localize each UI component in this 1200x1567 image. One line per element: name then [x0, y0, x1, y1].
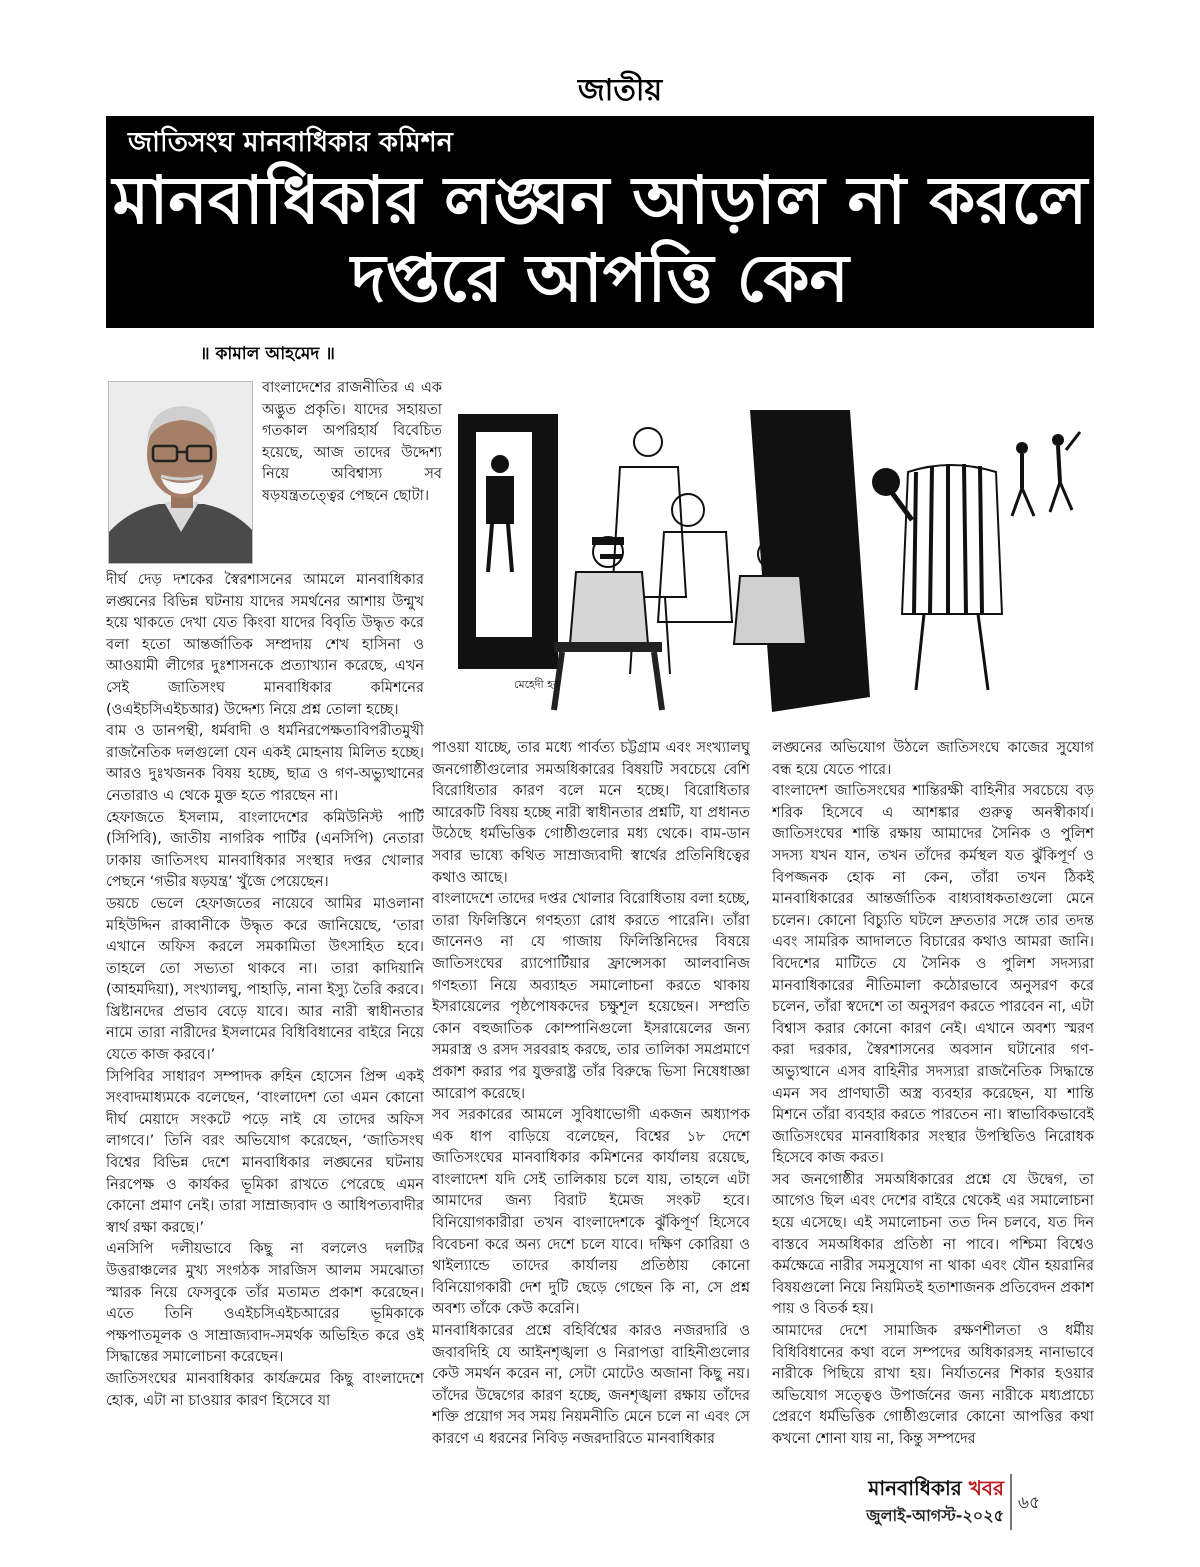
- column-paragraph: মানবাধিকারের প্রশ্নে বহির্বিশ্বের কারও নজরদারি ও জবাবদিহি যে আইনশৃঙ্খলা ও নিরাপত্তা বাহিনীগুলোর কেউ সমর্থন করেন না, সেটা মোটেও অজানা কিছু নয়। তাঁদের উদ্বেগের কারণ হচ্ছে, জনশৃঙ্খলা রক্ষায় তাঁদের শক্তি প্রয়োগ সব সময় নিয়মনীতি মেনে চলে না এবং সে কারণে এ ধরনের নিবিড় নজরদারিতে মানবাধিকার: [432, 1323, 750, 1447]
- page-number: ৬৫: [1018, 1493, 1041, 1513]
- column-paragraph: সিপিবির সাধারণ সম্পাদক রুহিন হোসেন প্রিন্স একই সংবাদমাধ্যমকে বলেছেন, ‘বাংলাদেশ তো এমন কোনো দীর্ঘ মেয়াদে সংকটে পড়ে নাই যে তাদের অফিস লাগবে।’ তিনি বরং অভিযোগ করেছেন, ‘জাতিসংঘ বিশ্বের বিভিন্ন দেশে মানবাধিকার লঙ্ঘনের ঘটনায় নিরপেক্ষ ও কার্যকর ভূমিকা রাখতে পেরেছে এমন কোনো প্রমাণ নেই। তারা সাম্রাজ্যবাদ ও আধিপত্যবাদীর স্বার্থ রক্ষা করছে।’: [106, 1068, 424, 1236]
- footer-divider: [1010, 1474, 1012, 1530]
- cartoon-signature: মেহেদী হক: [514, 678, 561, 691]
- byline: ॥ কামাল আহমেদ ॥: [200, 344, 335, 364]
- column-paragraph: সব সরকারের আমলে সুবিধাভোগী একজন অধ্যাপক এক ধাপ বাড়িয়ে বলেছেন, বিশ্বের ১৮ দেশে জাতিসংঘের মানবাধিকার কমিশনের কার্যালয় রয়েছে, বাংলাদেশ যদি সেই তালিকায় চলে যায়, তাহলে এটা আমাদের জন্য বিরাট ইমেজ সংকট হবে। বিনিয়োগকারীরা তখন বাংলাদেশকে ঝুঁকিপূর্ণ হিসেবে বিবেচনা করে অন্য দেশে চলে যাবে। দক্ষিণ কোরিয়া ও থাইল্যান্ডে তাদের কার্যালয় প্রতিষ্ঠায় কোনো বিনিয়োগকারী দেশ দুটি ছেড়ে গেছেন কি না, সে প্রশ্ন অবশ্য তাঁকে কেউ করেনি।: [432, 1107, 750, 1318]
- column-paragraph: পাওয়া যাচ্ছে, তার মধ্যে পার্বত্য চট্টগ্রাম এবং সংখ্যালঘু জনগোষ্ঠীগুলোর সমঅধিকারের বিষয়টি সবচেয়ে বেশি বিরোধিতার কারণ বলে মনে হচ্ছে। বিরোধিতার আরেকটি বিষয় হচ্ছে নারী স্বাধীনতার প্রশ্নটি, যা প্রধানত উঠেছে ধর্মভিত্তিক গোষ্ঠীগুলোর মধ্য থেকে। বাম-ডান সবার ভাষ্যে কথিত সাম্রাজ্যবাদী স্বার্থের প্রতিনিধিত্বের কথাও আছে।: [432, 740, 750, 886]
- headline-box: [106, 116, 1094, 328]
- author-portrait-icon: [109, 382, 253, 564]
- article-column-2: [432, 738, 750, 1498]
- footer-brand-main: মানবাধিকার: [868, 1476, 962, 1500]
- column-paragraph: ডয়চে ভেলে হেফাজতের নায়েবে আমির মাওলানা মহিউদ্দিন রাব্বানীকে উদ্ধৃত করে জানিয়েছে, ‘তারা এখানে অফিস করলে সমকামিতা উৎসাহিত হবে। তাহলে তো সভ্যতা থাকবে না। তারা কাদিয়ানি (আহমদিয়া), সংখ্যালঘু, পাহাড়ি, নানা ইস্যু তৈরি করবে। খ্রিষ্টানদের প্রভাব বেড়ে যাবে। আর নারী স্বাধীনতার নামে তারা নারীদের ইসলামের বিধিবিধানের বাইরে নিয়ে যেতে কাজ করবে।’: [106, 895, 424, 1064]
- column-paragraph: লঙ্ঘনের অভিযোগ উঠলে জাতিসংঘে কাজের সুযোগ বন্ধ হয়ে যেতে পারে।: [772, 740, 1094, 778]
- column-paragraph: জাতিসংঘের মানবাধিকার কার্যক্রমের কিছু বাংলাদেশে হোক, এটা না চাওয়ার কারণ হিসেবে যা: [106, 1370, 424, 1409]
- cartoon-illustration-icon: [450, 392, 1092, 724]
- footer-brand-accent: খবর: [968, 1476, 1004, 1500]
- column-paragraph: বাংলাদেশে তাদের দপ্তর খোলার বিরোধিতায় বলা হচ্ছে, তারা ফিলিস্তিনে গণহত্যা রোধ করতে পারেনি। তাঁরা জানেনও না যে গাজায় ফিলিস্তিনিদের বিষয়ে জাতিসংঘের র‍্যাপোর্টিয়ার ফ্রান্সেসকা আলবানিজ গণহত্যা নিয়ে অব্যাহত সমালোচনা করতে থাকায় ইসরায়েলের পৃষ্ঠপোষকদের চক্ষুশূল হয়েছেন। সম্প্রতি কোন বহুজাতিক কোম্পানিগুলো ইসরায়েলের জন্য সমরাস্ত্র ও রসদ সরবরাহ করছে, তার তালিকা সমপ্রমাণে প্রকাশ করার পর যুক্তরাষ্ট্র তাঁর বিরুদ্ধে ভিসা নিষেধাজ্ঞা আরোপ করেছে।: [432, 891, 750, 1102]
- section-label: জাতীয়: [577, 73, 663, 108]
- column-paragraph: হেফাজতে ইসলাম, বাংলাদেশের কমিউনিস্ট পার্টি (সিপিবি), জাতীয় নাগরিক পার্টির (এনসিপি) নেতারা ঢাকায় জাতিসংঘ মানবাধিকার সংস্থার দপ্তর খোলার পেছনে ‘গভীর ষড়যন্ত্র’ খুঁজে পেয়েছেন।: [106, 809, 424, 891]
- column-paragraph: আমাদের দেশে সামাজিক রক্ষণশীলতা ও ধর্মীয় বিধিবিধানের কথা বলে সম্পদের অধিকারসহ নানাভাবে নারীকে পিছিয়ে রাখা হয়। নির্যাতনের শিকার হওয়ার অভিযোগ সত্ত্বেও উপার্জনের জন্য নারীকে মধ্যপ্রাচ্যে প্রেরণে ধর্মভিত্তিক গোষ্ঠীগুলোর কোনো আপত্তির কথা কখনো শোনা যায় না, কিন্তু সম্পদের: [772, 1323, 1094, 1447]
- author-photo: [108, 381, 253, 564]
- column-paragraph: বাম ও ডানপন্থী, ধর্মবাদী ও ধর্মনিরপেক্ষতাবিপরীতমুখী রাজনৈতিক দলগুলো যেন একই মোহনায় মিলিত হচ্ছে। আরও দুঃখজনক বিষয় হচ্ছে, ছাত্র ও গণ-অভ্যুত্থানের নেতারাও এ থেকে মুক্ত হতে পারছেন না।: [106, 723, 424, 804]
- headline: মানবাধিকার লঙ্ঘন আড়াল না করলে দপ্তরে আপত্তি কেন: [112, 162, 1088, 317]
- column-paragraph: দীর্ঘ দেড় দশকের স্বৈরশাসনের আমলে মানবাধিকার লঙ্ঘনের বিভিন্ন ঘটনায় যাদের সমর্থনের আশায় উন্মুখ হয়ে থাকতে দেখা যেত কিংবা যাদের বিবৃতি উদ্ধৃত করে বলা হতো আন্তর্জাতিক সম্প্রদায় শেখ হাসিনা ও আওয়ামী লীগের দুঃশাসনকে প্রত্যাখ্যান করেছে, এখন সেই জাতিসংঘ মানবাধিকার কমিশনের (ওএইচসিএইচআর) উদ্দেশ্য নিয়ে প্রশ্ন তোলা হচ্ছে।: [106, 572, 424, 718]
- kicker: জাতিসংঘ মানবাধিকার কমিশন: [128, 127, 453, 158]
- column-paragraph: বাংলাদেশ জাতিসংঘের শান্তিরক্ষী বাহিনীর সবচেয়ে বড় শরিক হিসেবে এ আশঙ্কার গুরুত্ব অনস্বীকার্য। জাতিসংঘের শান্তি রক্ষায় আমাদের সৈনিক ও পুলিশ সদস্য যখন যান, তখন তাঁদের কর্মস্থল যত ঝুঁকিপূর্ণ ও বিপজ্জনক হোক না কেন, তাঁরা তখন ঠিকই মানবাধিকারের আন্তর্জাতিক বাধ্যবাধকতাগুলো মেনে চলেন। কোনো বিচ্যুতি ঘটলে দ্রুততার সঙ্গে তার তদন্ত এবং সামরিক আদালতে বিচারের কথাও আমরা জানি। বিদেশের মাটিতে যে সৈনিক ও পুলিশ সদস্যরা মানবাধিকারের নীতিমালা কঠোরভাবে অনুসরণ করে চলেন, তাঁরা স্বদেশে তা অনুসরণ করতে পারবেন না, এটা বিশ্বাস করার কোনো কারণ নেই। এখানে অবশ্য স্মরণ করা দরকার, স্বৈরশাসনের অবসান ঘটানোর গণ-অভ্যুত্থানে এসব বাহিনীর সদস্যরা রাজনৈতিক সিদ্ধান্তে এমন সব প্রাণঘাতী অস্ত্র ব্যবহার করেছেন, যা শান্তি মিশনে তাঁরা ব্যবহার করতে পারতেন না। স্বাভাবিকভাবেই জাতিসংঘের মানবাধিকার সংস্থার উপস্থিতিও নিরোধক হিসেবে কাজ করত।: [772, 783, 1094, 1167]
- article-column-3: [772, 738, 1094, 1498]
- lead-paragraph: বাংলাদেশের রাজনীতির এ এক অদ্ভুত প্রকৃতি। যাদের সহায়তা গতকাল অপরিহার্য বিবেচিত হয়েছে, আজ তাদের উদ্দেশ্য নিয়ে অবিশ্বাস্য সব ষড়যন্ত্রতত্ত্বের পেছনে ছোটা।: [262, 380, 442, 504]
- article-column-1: [106, 570, 424, 1500]
- column-paragraph: সব জনগোষ্ঠীর সমঅধিকারের প্রশ্নে যে উদ্বেগ, তা আগেও ছিল এবং দেশের বাইরে থেকেই এর সমালোচনা হয়ে এসেছে। এই সমালোচনা তত দিন চলবে, যত দিন বাস্তবে সমঅধিকার প্রতিষ্ঠা না পাবে। পশ্চিমা বিশ্বেও কর্মক্ষেত্রে নারীর সমসুযোগ না থাকা এবং যৌন হয়রানির বিষয়গুলো নিয়ে নিয়মিতই হতাশাজনক প্রতিবেদন প্রকাশ পায় ও বিতর্ক হয়।: [772, 1171, 1094, 1318]
- editorial-cartoon: [450, 392, 1092, 724]
- column-paragraph: এনসিপি দলীয়ভাবে কিছু না বললেও দলটির উত্তরাঞ্চলের মুখ্য সংগঠক সারজিস আলম সমঝোতা স্মারক নিয়ে ফেসবুকে তাঁর মতামত প্রকাশ করেছেন। এতে তিনি ওএইচসিএইচআরের ভূমিকাকে পক্ষপাতমূলক ও সাম্রাজ্যবাদ-সমর্থক অভিহিত করে ওই সিদ্ধান্তের সমালোচনা করেছেন।: [106, 1241, 424, 1366]
- footer-date: জুলাই-আগস্ট-২০২৫: [866, 1506, 1004, 1525]
